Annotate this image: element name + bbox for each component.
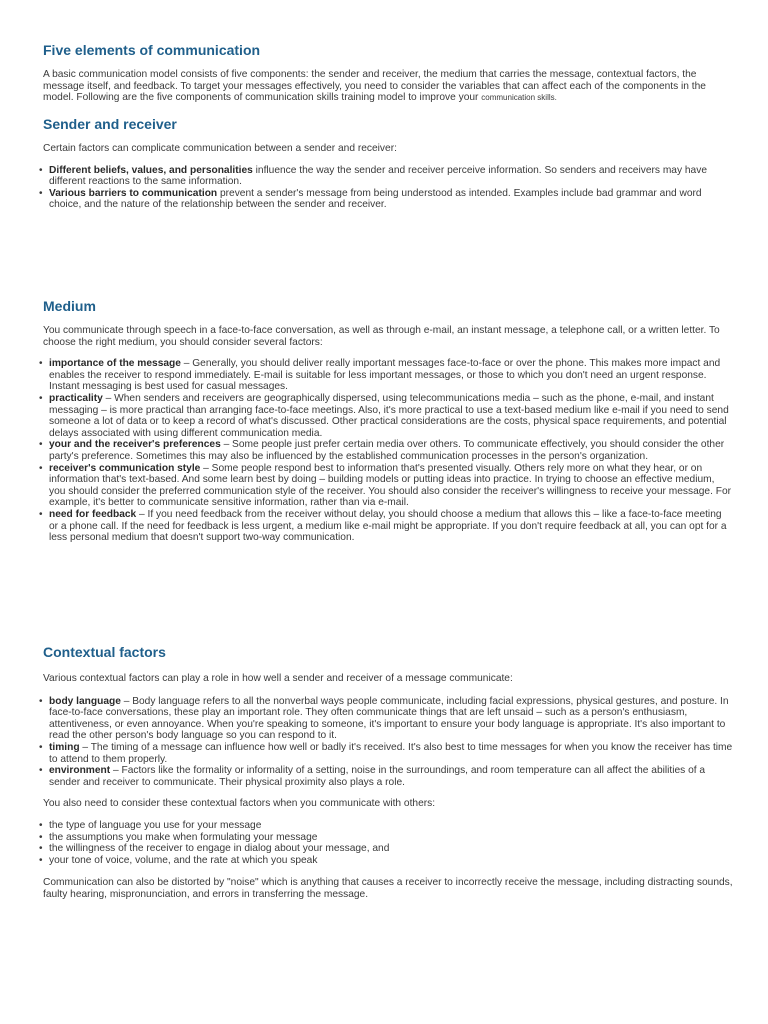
bullet-icon: • — [39, 765, 43, 777]
section-sender-receiver — [39, 115, 733, 211]
paragraph-text: A basic communication model consists of five components: the sender and receiver, the medium that carries the message, contextual factors, the message itself, and feedback. To target your messages effectively, you need to consider the variables that can affect each of the components in the model. Following are the five components of communication skills training model to improve your — [43, 69, 706, 104]
bullet-icon: • — [39, 508, 43, 520]
bullet-list — [39, 358, 733, 544]
bullet-list — [39, 164, 733, 211]
bullet-icon: • — [39, 843, 43, 855]
bullet-icon: • — [39, 741, 43, 753]
bullet-icon: • — [39, 164, 43, 176]
list-item: • the type of language you use for your message — [39, 819, 262, 831]
section-contextual-factors — [39, 643, 733, 901]
paragraph — [43, 69, 733, 104]
bullet-list — [39, 819, 733, 866]
section-medium — [39, 297, 733, 544]
bullet-icon: • — [39, 462, 43, 474]
list-item: • your tone of voice, volume, and the rate at which you speak — [39, 854, 318, 866]
bullet-icon: • — [39, 819, 43, 831]
paragraph-small-text: communication skills. — [481, 93, 557, 103]
paragraph: Communication can also be distorted by "noise" which is anything that causes a receiver to incorrectly receive the message, including distracting sounds, faulty hearing, mispronunciation, and errors in transferring the message. — [43, 877, 733, 900]
bullet-icon: • — [39, 187, 43, 199]
list-item: • body language – Body language refers to all the nonverbal ways people communicate, including facial expressions, physical gestures, and posture. In face-to-face conversations, these play an important role. They often communicate things that are left unsaid – such as a person's enthusiasm, attentiveness, or even annoyance. When you're speaking to someone, it's important to ensure your body language is appropriate. It's also important to read the other person's body language so you can respond to it. — [39, 695, 729, 742]
list-item: • receiver's communication style – Some people respond best to information that's presented visually. Others rely more on what they hear, or on information that's text-based. And some learn best by doing – building models or putting ideas into practice. In trying to choose an effective medium, you should consider the preferred communication style of the receiver. You should also consider the receiver's willingness to receive your message. For example, it's better to communicate sensitive information, rather than via e-mail. — [39, 462, 732, 509]
list-item: • the willingness of the receiver to engage in dialog about your message, and — [39, 843, 390, 855]
section-title: Five elements of communication — [43, 42, 261, 58]
list-item: • timing – The timing of a message can influence how well or badly it's received. It's also best to time messages for when you know the receiver has time to attend to them properly. — [39, 741, 733, 765]
list-item: • importance of the message – Generally, you should deliver really important messages face-to-face or over the phone. This makes more impact and enables the receiver to respond immediately. E-mail is suitable for less important messages, or those to which you don't need an urgent response. Instant messaging is best used for casual messages. — [39, 358, 721, 393]
section-title: Contextual factors — [43, 644, 166, 660]
section-five-elements — [43, 41, 733, 104]
section-title: Sender and receiver — [43, 116, 177, 132]
paragraph: You also need to consider these contextual factors when you communicate with others: — [43, 798, 436, 810]
list-item: • Various barriers to communication prevent a sender's message from being understood as intended. Examples include bad grammar and word choice, and the nature of the relationship between the sender and receiver. — [39, 187, 702, 211]
list-item: • Different beliefs, values, and personalities influence the way the sender and receiver perceive information. So senders and receivers may have different reactions to the same information. — [39, 164, 707, 188]
bullet-icon: • — [39, 439, 43, 451]
bullet-icon: • — [39, 392, 43, 404]
paragraph: You communicate through speech in a face-to-face conversation, as well as through e-mail, an instant message, a telephone call, or a written letter. To choose the right medium, you should consider several factors: — [43, 325, 720, 348]
bullet-icon: • — [39, 358, 43, 370]
list-item: • practicality – When senders and receivers are geographically dispersed, using telecommunications media – such as the phone, e-mail, and instant messaging – is more practical than arranging face-to-face meetings. Also, it's more practical to use a text-based medium like e-mail if you need to send someone a lot of data or to keep a record of what's discussed. Other practical considerations are the costs, physical space requirements, and potential delays associated with using different communication media. — [39, 392, 729, 439]
section-title: Medium — [43, 298, 96, 314]
bullet-icon: • — [39, 695, 43, 707]
paragraph: Various contextual factors can play a role in how well a sender and receiver of a message communicate: — [43, 673, 513, 684]
bullet-icon: • — [39, 831, 43, 843]
list-item: • environment – Factors like the formality or informality of a setting, noise in the surroundings, and room temperature can all affect the abilities of a sender and receiver to communicate. Their physical proximity also plays a role. — [39, 765, 706, 788]
bullet-list — [39, 695, 733, 789]
list-item: • the assumptions you make when formulating your message — [39, 831, 318, 843]
list-item: • need for feedback – If you need feedback from the receiver without delay, you should choose a medium that allows this – like a face-to-face meeting or a phone call. If the need for feedback is less urgent, a medium like e-mail might be appropriate. If you don't require feedback at all, you can opt for a less personal medium that doesn't support two-way communication. — [39, 508, 727, 544]
paragraph: Certain factors can complicate communication between a sender and receiver: — [43, 143, 397, 154]
list-item: • your and the receiver's preferences – Some people just prefer certain media over others. To communicate effectively, you should consider the other party's preference. Sometimes this may also be influenced by the established communication processes in the person's organization. — [39, 439, 725, 462]
bullet-icon: • — [39, 854, 43, 866]
